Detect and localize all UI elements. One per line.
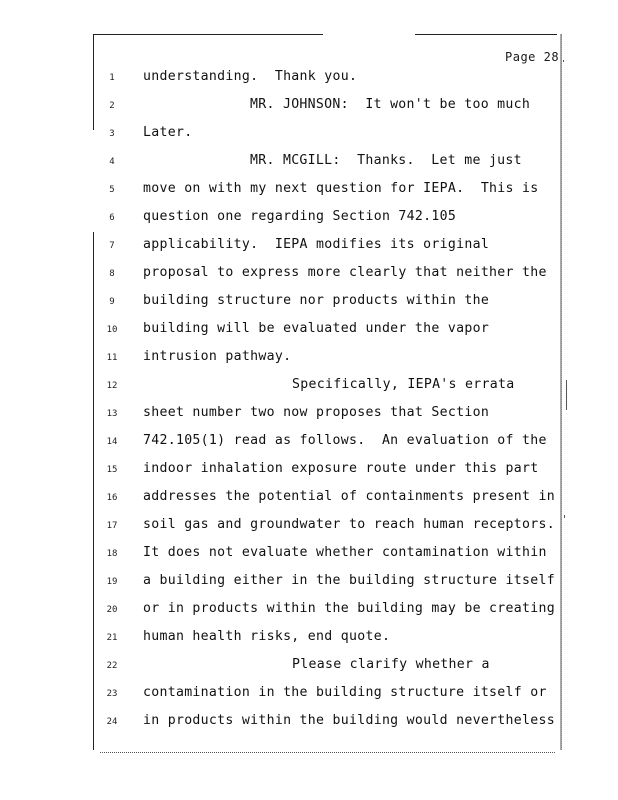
top-border-left <box>93 34 323 35</box>
line-text: intrusion pathway. <box>143 349 292 364</box>
line-number: 5 <box>109 185 115 195</box>
line-text: building will be evaluated under the vapor <box>143 321 490 336</box>
line-number: 4 <box>109 157 115 167</box>
line-number: 12 <box>106 381 118 391</box>
line-text: Specifically, IEPA's errata <box>292 377 515 392</box>
scan-speck <box>563 60 564 62</box>
line-text: building structure nor products within the <box>143 293 490 308</box>
line-text: MR. MCGILL: Thanks. Let me just <box>250 153 522 168</box>
line-number: 8 <box>109 269 115 279</box>
line-number: 13 <box>106 409 118 419</box>
line-text: applicability. IEPA modifies its original <box>143 237 490 252</box>
top-border-right <box>415 34 557 35</box>
line-text: 742.105(1) read as follows. An evaluation of the <box>143 433 547 448</box>
line-text: or in products within the building may be creating <box>143 601 555 616</box>
line-number: 22 <box>106 661 118 671</box>
line-number: 3 <box>109 129 115 139</box>
line-number: 15 <box>106 465 118 475</box>
scan-speck <box>566 380 567 410</box>
line-number: 10 <box>106 325 118 335</box>
line-number: 6 <box>109 213 115 223</box>
line-text: soil gas and groundwater to reach human receptors. <box>143 517 555 532</box>
line-number: 20 <box>106 605 118 615</box>
line-text: question one regarding Section 742.105 <box>143 209 457 224</box>
scan-speck <box>564 515 565 518</box>
line-text: contamination in the building structure itself or <box>143 685 547 700</box>
line-number: 24 <box>106 717 118 727</box>
line-number: 1 <box>109 73 115 83</box>
line-number: 2 <box>109 101 115 111</box>
line-number: 7 <box>109 241 115 251</box>
line-text: indoor inhalation exposure route under this part <box>143 461 539 476</box>
line-number: 18 <box>106 549 118 559</box>
line-text: understanding. Thank you. <box>143 69 358 84</box>
line-number: 11 <box>106 353 118 363</box>
line-number: 9 <box>109 297 115 307</box>
bottom-border <box>100 752 555 754</box>
right-border <box>560 34 562 750</box>
line-text: a building either in the building structure itself <box>143 573 555 588</box>
line-number: 17 <box>106 521 118 531</box>
line-text: MR. JOHNSON: It won't be too much <box>250 97 531 112</box>
left-border-lower <box>93 232 94 750</box>
line-text: proposal to express more clearly that neither the <box>143 265 547 280</box>
line-number: 16 <box>106 493 118 503</box>
line-text: in products within the building would nevertheless <box>143 713 555 728</box>
line-text: addresses the potential of containments present in <box>143 489 555 504</box>
line-text: move on with my next question for IEPA. This is <box>143 181 539 196</box>
page-number: Page 28 <box>505 50 560 64</box>
line-text: It does not evaluate whether contamination within <box>143 545 547 560</box>
line-number: 21 <box>106 633 118 643</box>
left-border-upper <box>93 34 94 130</box>
line-text: Please clarify whether a <box>292 657 490 672</box>
line-text: human health risks, end quote. <box>143 629 391 644</box>
line-number: 14 <box>106 437 118 447</box>
line-number: 19 <box>106 577 118 587</box>
line-text: sheet number two now proposes that Section <box>143 405 490 420</box>
line-number: 23 <box>106 689 118 699</box>
line-text: Later. <box>143 125 193 140</box>
